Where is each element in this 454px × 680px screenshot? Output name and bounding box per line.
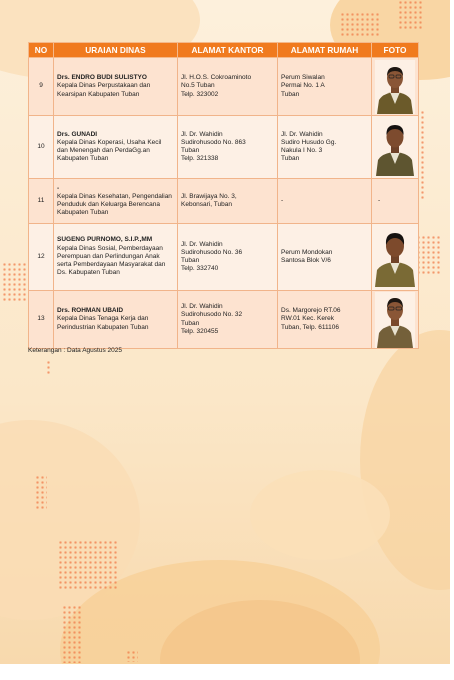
col-header-foto: FOTO [372,43,419,58]
cell-foto [372,58,419,116]
row-number: 11 [29,179,54,224]
decor-dots [46,360,52,376]
cell-foto [372,116,419,179]
office-address: Jl. H.O.S. Cokroaminoto No.5 Tuban Telp. 323002 [181,74,252,98]
decor-dots [58,540,118,590]
col-header-uraian-dinas: URAIAN DINAS [54,43,178,58]
office-address: Jl. Brawijaya No. 3, Kebonsari, Tuban [181,192,237,208]
home-address: - [281,196,284,204]
cell-alamat-kantor [178,291,278,349]
row-number: 13 [29,291,54,349]
decor-dots [398,0,424,30]
col-header-alamat-rumah: ALAMAT RUMAH [278,43,372,58]
row-number: 12 [29,224,54,291]
official-name: Drs. GUNADI [57,130,98,138]
row-number: 10 [29,116,54,179]
table-row [29,58,419,116]
table-row [29,224,419,291]
col-header-no: NO [29,43,54,58]
cell-alamat-kantor [178,224,278,291]
cell-alamat-kantor [178,116,278,179]
cell-alamat-rumah [278,179,372,224]
table-row [29,179,419,224]
cell-uraian-dinas [54,224,178,291]
decor-blob [360,330,450,590]
cell-uraian-dinas [54,116,178,179]
table-header-row [29,43,419,58]
table-row [29,116,419,179]
footnote: Keterangan : Data Agustus 2025 [28,347,122,354]
decor-dots [416,235,442,275]
cell-uraian-dinas [54,58,178,116]
official-photo [374,227,416,287]
cell-alamat-rumah [278,116,372,179]
official-name: SUGENG PURNOMO, S.I.P.,MM [57,236,153,244]
official-photo [375,60,415,114]
official-photo [374,118,416,176]
cell-alamat-kantor [178,179,278,224]
row-number: 9 [29,58,54,116]
official-name: Drs. ENDRO BUDI SULISTYO [57,74,147,82]
decor-dots [340,12,380,36]
official-name: Drs. ROHMAN UBAID [57,307,124,315]
cell-foto [372,291,419,349]
cell-alamat-rumah [278,58,372,116]
official-position: Kepala Dinas Sosial, Pemberdayaan Perempuan dan Perlindungan Anak serta Pemberdayaan Masyarakat dan Ds. Kabupaten Tuban [57,244,166,277]
photo-placeholder: - [378,196,381,204]
decor-dots [2,262,26,302]
cell-uraian-dinas [54,291,178,349]
decor-blob [250,470,390,560]
official-name: - [57,184,60,192]
decor-dots [35,475,47,511]
official-position: Kepala Dinas Perpustakaan dan Kearsipan Kabupaten Tuban [57,82,151,98]
official-position: Kepala Dinas Koperasi, Usaha Kecil dan Menengah dan PerdaGg.an Kabupaten Tuban [57,138,162,163]
official-position: Kepala Dinas Tenaga Kerja dan Perindustrian Kabupaten Tuban [57,315,149,331]
office-address: Jl. Dr. Wahidin Sudirohusodo No. 863 Tuban Telp. 321338 [181,130,246,163]
cell-alamat-kantor [178,58,278,116]
official-position: Kepala Dinas Kesehatan, Pengendalian Penduduk dan Keluarga Berencana Kabupaten Tuban [57,192,172,217]
home-address: Jl. Dr. Wahidin Sudiro Husudo Gg. Nakula I No. 3 Tuban [281,130,337,163]
table-row [29,291,419,349]
cell-foto [372,179,419,224]
home-address: Ds. Margorejo RT.06 RW.01 Kec. Kerek Tuban, Telp. 611106 [281,307,341,331]
officials-table [28,42,419,349]
office-address: Jl. Dr. Wahidin Sudirohusodo No. 36 Tuban Telp. 332740 [181,240,243,273]
cell-alamat-rumah [278,224,372,291]
home-address: Perum Siwalan Permai No. 1 A Tuban [281,74,325,98]
official-photo [375,292,415,348]
cell-uraian-dinas [54,179,178,224]
cell-alamat-rumah [278,291,372,349]
cell-foto [372,224,419,291]
col-header-alamat-kantor: ALAMAT KANTOR [178,43,278,58]
office-address: Jl. Dr. Wahidin Sudirohusodo No. 32 Tuban Telp. 320455 [181,303,243,335]
decor-dots [62,605,82,663]
home-address: Perum Mondokan Santosa Blok V/6 [281,248,333,264]
decor-dots [126,650,138,662]
